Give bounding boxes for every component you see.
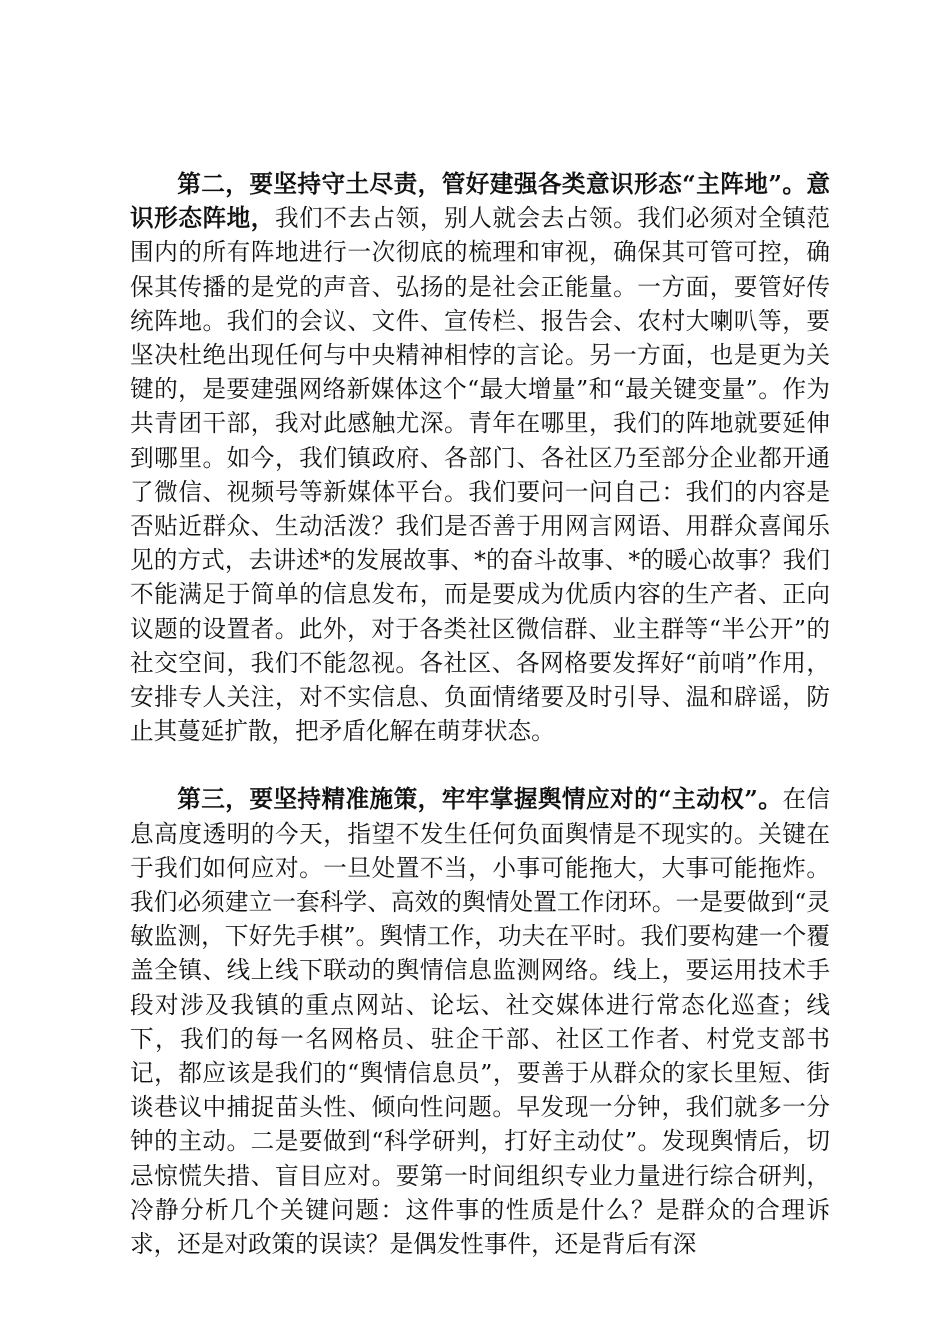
paragraph-body: 在信息高度透明的今天，指望不发生任何负面舆情是不现实的。关键在于我们如何应对。一旦处置不当，小事可能拖大，大事可能拖炸。我们必须建立一套科学、高效的舆情处置工作闭环。一是要做到“灵敏监测，下好先手棋”。舆情工作，功夫在平时。我们要构建一个覆盖全镇、线上线下联动的舆情信息监测网络。线上，要运用技术手段对涉及我镇的重点网站、论坛、社交媒体进行常态化巡查；线下，我们的每一名网格员、驻企干部、社区工作者、村党支部书记，都应该是我们的“舆情信息员”，要善于从群众的家长里短、街谈巷议中捕捉苗头性、倾向性问题。早发现一分钟，我们就多一分钟的主动。二是要做到“科学研判，打好主动仗”。发现舆情后，切忌惊慌失措、盲目应对。要第一时间组织专业力量进行综合研判，冷静分析几个关键问题：这件事的性质是什么？是群众的合理诉求，还是对政策的误读？是偶发性事件，还是背后有深 [130,785,830,1259]
paragraph-body: 我们不去占领，别人就会去占领。我们必须对全镇范围内的所有阵地进行一次彻底的梳理和审视，确保其可管可控，确保其传播的是党的声音、弘扬的是社会正能量。一方面，要管好传统阵地。我们的会议、文件、宣传栏、报告会、农村大喇叭等，要坚决杜绝出现任何与中央精神相悖的言论。另一方面，也是更为关键的，是要建强网络新媒体这个“最大增量”和“最关键变量”。作为共青团干部，我对此感触尤深。青年在哪里，我们的阵地就要延伸到哪里。如今，我们镇政府、各部门、各社区乃至部分企业都开通了微信、视频号等新媒体平台。我们要问一问自己：我们的内容是否贴近群众、生动活泼？我们是否善于用网言网语、用群众喜闻乐见的方式，去讲述*的发展故事、*的奋斗故事、*的暖心故事？我们不能满足于简单的信息发布，而是要成为优质内容的生产者、正向议题的设置者。此外，对于各类社区微信群、业主群等“半公开”的社交空间，我们不能忽视。各社区、各网格要发挥好“前哨”作用，安排专人关注，对不实信息、负面情绪要及时引导、温和辟谣，防止其蔓延扩散，把矛盾化解在萌芽状态。 [130,204,831,746]
paragraph-second-point [130,167,830,748]
paragraph-third-point [130,782,830,1261]
paragraph-lead: 第三，要坚持精准施策，牢牢掌握舆情应对的“主动权”。 [177,785,783,814]
document-page [130,167,830,1261]
paragraph-lead: 第二，要坚持守土尽责，管好建强各类意识形态“主阵地”。意识形态阵地， [130,170,830,233]
